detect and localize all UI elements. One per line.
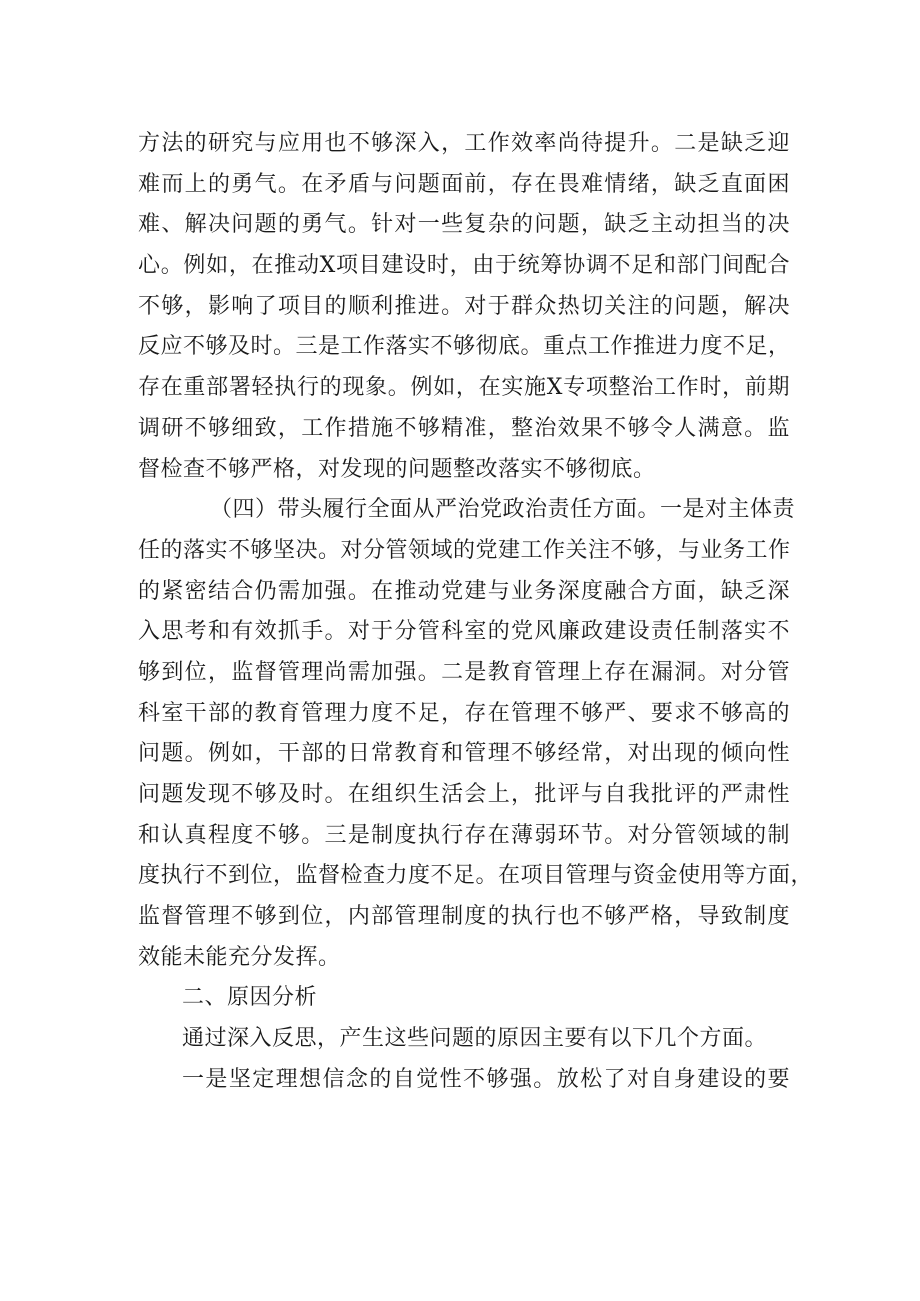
- text-line: 不够，影响了项目的顺利推进。对于群众热切关注的问题，解决: [138, 293, 790, 319]
- text-line: 方法的研究与应用也不够深入，工作效率尚待提升。二是缺乏迎: [138, 131, 790, 156]
- text-line: 难而上的勇气。在矛盾与问题面前，存在畏难情绪，缺乏直面困: [138, 171, 790, 197]
- text-line: 通过深入反思，产生这些问题的原因主要有以下几个方面。: [182, 1026, 768, 1052]
- text-line: 难、解决问题的勇气。针对一些复杂的问题，缺乏主动担当的决: [138, 212, 790, 238]
- paragraph-party-responsibility: [138, 490, 814, 978]
- text-line: 效能未能充分发挥。: [138, 944, 341, 970]
- text-line: 入思考和有效抓手。对于分管科室的党风廉政建设责任制落实不: [138, 619, 790, 645]
- text-line: 科室干部的教育管理力度不足，存在管理不够严、要求不够高的: [138, 700, 790, 726]
- document-body: [138, 124, 814, 1101]
- text-line: 的紧密结合仍需加强。在推动党建与业务深度融合方面，缺乏深: [138, 578, 790, 604]
- paragraph-cause-one: [138, 1060, 790, 1101]
- text-line: 调研不够细致，工作措施不够精准，整治效果不够令人满意。监: [138, 415, 790, 441]
- text-line: 度执行不到位，监督检查力度不足。在项目管理与资金使用等方面，: [138, 863, 814, 889]
- paragraph-cause-intro: [138, 1019, 790, 1060]
- text-line: 督检查不够严格，对发现的问题整改落实不够彻底。: [138, 456, 656, 482]
- heading-line: 二、原因分析: [182, 985, 318, 1011]
- section-heading-cause-analysis: [138, 978, 790, 1019]
- text-line: 心。例如，在推动X项目建设时，由于统筹协调不足和部门间配合: [138, 253, 790, 279]
- text-line: 够到位，监督管理尚需加强。二是教育管理上存在漏洞。对分管: [138, 659, 790, 685]
- text-line: 反应不够及时。三是工作落实不够彻底。重点工作推进力度不足，: [138, 334, 791, 360]
- text-line: 问题发现不够及时。在组织生活会上，批评与自我批评的严肃性: [138, 782, 790, 807]
- paragraph-work-implementation: [138, 124, 790, 490]
- text-line: 一是坚定理想信念的自觉性不够强。放松了对自身建设的要: [182, 1066, 790, 1092]
- text-line: 和认真程度不够。三是制度执行存在薄弱环节。对分管领域的制: [138, 822, 790, 848]
- text-line: 存在重部署轻执行的现象。例如，在实施X专项整治工作时，前期: [138, 375, 790, 401]
- text-line: 监督管理不够到位，内部管理制度的执行也不够严格，导致制度: [138, 904, 790, 930]
- text-line: （四）带头履行全面从严治党政治责任方面。一是对主体责: [210, 497, 796, 523]
- text-line: 问题。例如，干部的日常教育和管理不够经常，对出现的倾向性: [138, 741, 790, 767]
- text-line: 任的落实不够坚决。对分管领域的党建工作关注不够，与业务工作: [138, 537, 791, 563]
